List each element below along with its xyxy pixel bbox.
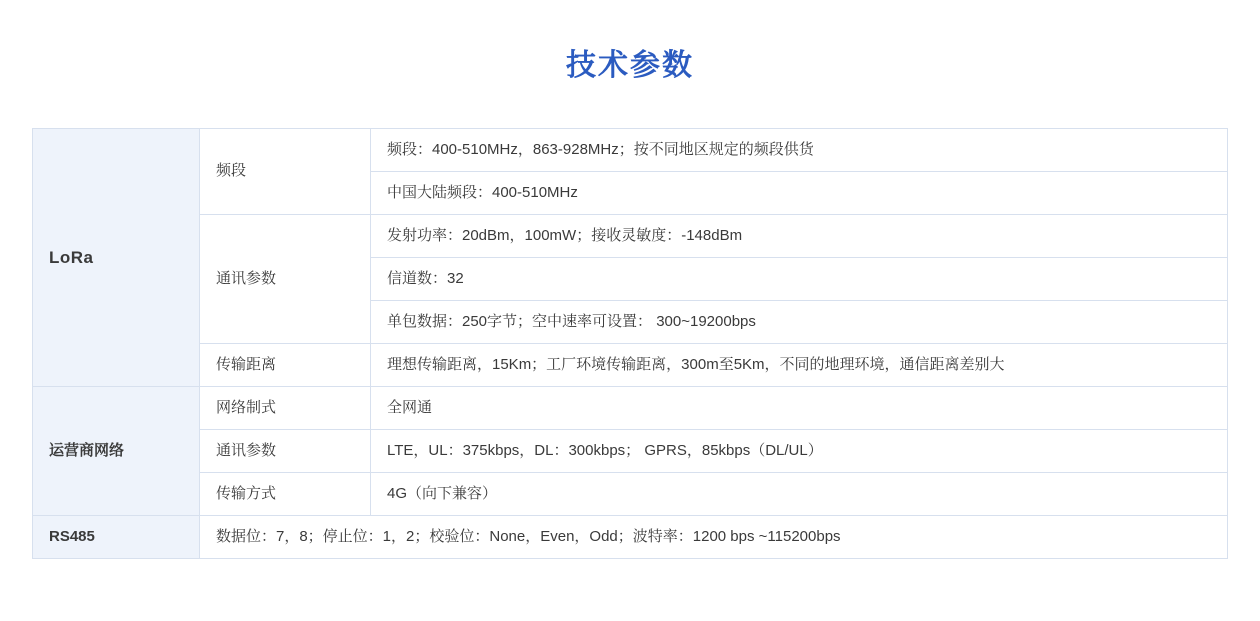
subcategory-cell-network-mode: 网络制式 (200, 387, 371, 430)
technical-parameters-table (32, 128, 1228, 559)
value-cell-distance: 理想传输距离，15Km；工厂环境传输距离，300m至5Km，不同的地理环境，通信距离差别大 (371, 344, 1228, 387)
table-row (33, 387, 1228, 430)
table-row (33, 516, 1228, 559)
category-cell-lora (33, 129, 200, 387)
value-cell-comm-3: 单包数据：250字节；空中速率可设置： 300~19200bps (371, 301, 1228, 344)
value-cell-comm-1: 发射功率：20dBm，100mW；接收灵敏度：-148dBm (371, 215, 1228, 258)
value-cell-network-mode: 全网通 (371, 387, 1228, 430)
table-row (33, 215, 1228, 258)
value-cell-comm2: LTE，UL：375kbps，DL：300kbps； GPRS，85kbps（DL/UL） (371, 430, 1228, 473)
subcategory-cell-transmission: 传输方式 (200, 473, 371, 516)
table-row (33, 344, 1228, 387)
table-row (33, 430, 1228, 473)
table-row (33, 473, 1228, 516)
spec-page (0, 40, 1260, 621)
subcategory-cell-distance: 传输距离 (200, 344, 371, 387)
value-cell-band-1: 频段：400-510MHz，863-928MHz；按不同地区规定的频段供货 (371, 129, 1228, 172)
category-cell-carrier-network: 运营商网络 (33, 387, 200, 516)
subcategory-cell-comm-params-2: 通讯参数 (200, 430, 371, 473)
value-cell-comm-2: 信道数：32 (371, 258, 1228, 301)
value-cell-band-2: 中国大陆频段：400-510MHz (371, 172, 1228, 215)
page-title: 技术参数 (566, 49, 694, 82)
subcategory-cell-band: 频段 (200, 129, 371, 215)
value-cell-transmission: 4G（向下兼容） (371, 473, 1228, 516)
value-cell-rs485: 数据位：7，8；停止位：1，2；校验位：None，Even，Odd；波特率：1200 bps ~115200bps (200, 516, 1228, 559)
category-label-lora: LoRa (49, 247, 94, 267)
table-row (33, 129, 1228, 172)
spec-table-container (32, 128, 1228, 559)
subcategory-cell-comm-params: 通讯参数 (200, 215, 371, 344)
category-cell-rs485: RS485 (33, 516, 200, 559)
